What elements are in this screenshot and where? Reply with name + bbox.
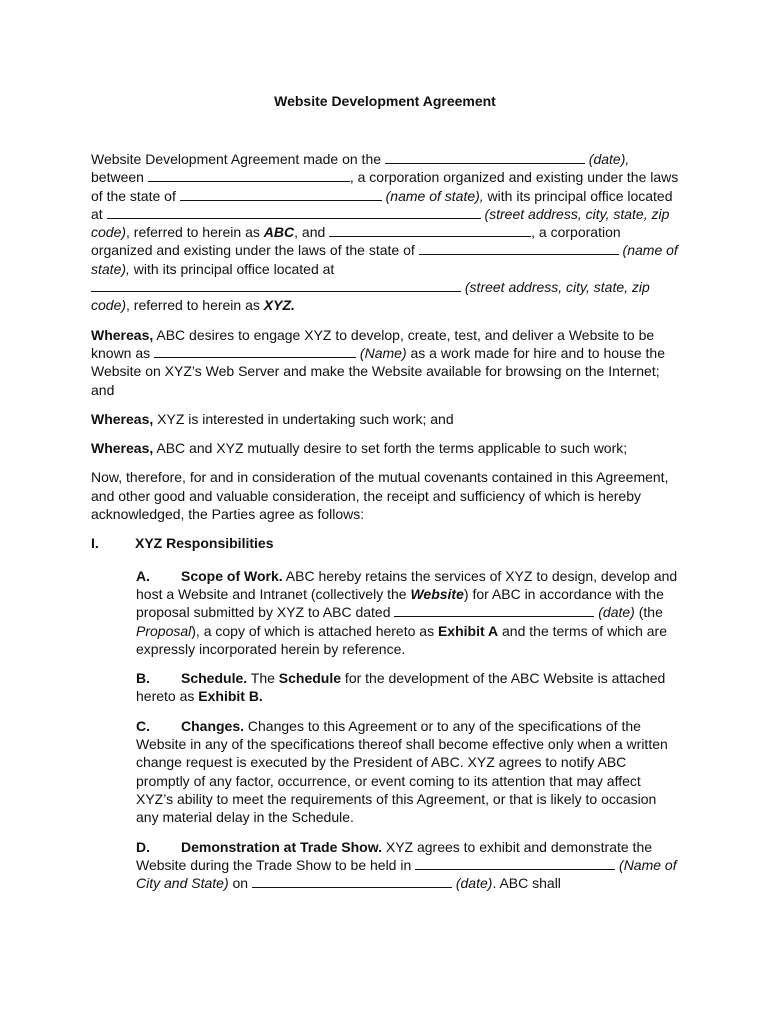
state-blank	[419, 242, 619, 255]
clause-heading: Schedule.	[181, 670, 248, 687]
clause-text: The	[247, 670, 279, 687]
clause-text: ), a copy of which is attached hereto as	[191, 622, 438, 639]
state-hint: (name of state),	[381, 187, 484, 204]
whereas-text: ABC desires to engage XYZ to develop, create, test, and deliver a Website to be known as	[91, 326, 655, 361]
whereas-text: as a work made for hire and to house the Website on XYZ’s Web Server and make the Website available for browsing on the Internet; and	[91, 344, 665, 398]
state-blank	[180, 188, 382, 201]
address-blank	[107, 206, 481, 219]
website-defined-term: Website	[410, 585, 464, 602]
city-state-blank	[415, 857, 615, 870]
clause-text: ) for ABC in accordance with the proposal submitted by XYZ to ABC dated	[136, 585, 664, 621]
state-hint: (name of state),	[91, 242, 678, 277]
document-body	[91, 150, 681, 903]
clause-letter: B.	[136, 670, 150, 687]
clause-letter: A.	[136, 567, 150, 584]
now-therefore-paragraph: Now, therefore, for and in consideration of the mutual covenants contained in this Agreement, and other good and valuable consideration, the receipt and sufficiency of which is hereby acknowledged, the Parties agree as follows:	[91, 469, 669, 523]
address-hint: (street address, city, state, zip code)	[91, 205, 670, 241]
intro-text: , a corporation organized and existing under the laws of the state of	[91, 224, 621, 259]
intro-text: , referred to herein as	[126, 297, 264, 314]
party-name-blank	[148, 169, 350, 182]
section-title: XYZ Responsibilities	[135, 535, 274, 552]
intro-text: with its principal office located at	[129, 260, 335, 277]
clause-text: Changes to this Agreement or to any of the specifications of the Website in any of the specifications thereof shall become effective only when a written change request is executed by the President of ABC. XYZ agrees to notify ABC promptly of any factor, occurrence, or event coming to its attention that may affect XYZ’s ability to meet the requirements of this Agreement, or that is likely to occasion any material delay in the Schedule.	[136, 717, 668, 826]
clause-heading: Scope of Work.	[181, 567, 283, 584]
clause-c	[136, 717, 681, 827]
intro-paragraph	[91, 150, 681, 315]
exhibit-b-reference: Exhibit B.	[198, 688, 263, 705]
city-state-hint: (Name of City and State)	[136, 856, 677, 892]
intro-text: Website Development Agreement made on the	[91, 151, 385, 167]
abc-defined-term: ABC	[263, 224, 295, 241]
clause-a	[136, 567, 681, 658]
clause-heading: Demonstration at Trade Show.	[181, 838, 382, 855]
intro-text: , and	[294, 224, 330, 241]
whereas-lead: Whereas,	[91, 326, 154, 343]
exhibit-a-reference: Exhibit A	[437, 622, 499, 639]
whereas-lead: Whereas,	[91, 440, 154, 457]
date-hint: (date),	[584, 151, 630, 167]
clause-b	[136, 669, 681, 706]
clause-letter: C.	[136, 717, 150, 734]
intro-text: , a corporation organized and existing under the laws of the state of	[91, 169, 679, 204]
clause-text: and the terms of which are expressly incorporated herein by reference.	[136, 622, 667, 657]
intro-text: with its principal office located at	[91, 187, 673, 222]
website-name-blank	[154, 345, 356, 358]
proposal-date-blank	[394, 604, 594, 617]
date-hint: (date)	[594, 604, 635, 621]
whereas-text: ABC and XYZ mutually desire to set forth the terms applicable to such work;	[153, 440, 628, 457]
whereas-paragraph-3	[91, 439, 681, 457]
whereas-paragraph-2	[91, 410, 681, 428]
date-hint: (date)	[451, 875, 493, 892]
address-hint: (street address, city, state, zip code)	[91, 279, 650, 314]
section-number: I.	[91, 535, 99, 552]
intro-text: , referred to herein as	[126, 224, 264, 241]
xyz-defined-term: XYZ.	[263, 297, 295, 314]
intro-text: between	[91, 169, 148, 186]
clause-heading: Changes.	[181, 717, 245, 734]
clause-text: XYZ agrees to exhibit and demonstrate the Website during the Trade Show to be held in	[136, 838, 653, 873]
trade-show-date-blank	[252, 875, 452, 888]
address-blank	[91, 279, 461, 292]
whereas-text: XYZ is interested in undertaking such work; and	[153, 410, 454, 427]
clause-text: (the	[634, 604, 663, 621]
clause-text: . ABC shall	[492, 875, 561, 892]
clause-d	[136, 838, 681, 893]
schedule-defined-term: Schedule	[278, 670, 342, 687]
whereas-paragraph-1	[91, 326, 681, 399]
party-name-blank	[329, 224, 531, 237]
section-heading	[91, 534, 681, 552]
proposal-defined-term: Proposal	[136, 622, 192, 639]
date-blank	[385, 151, 585, 164]
whereas-lead: Whereas,	[91, 410, 154, 427]
name-hint: (Name)	[356, 344, 407, 361]
clause-letter: D.	[136, 838, 150, 855]
document-title: Website Development Agreement	[274, 93, 496, 109]
clause-text: on	[228, 875, 252, 892]
clause-text: ABC hereby retains the services of XYZ to design, develop and host a Website and Intranet (collectively the	[136, 567, 678, 602]
clause-text: for the development of the ABC Website is attached hereto as	[136, 670, 666, 705]
